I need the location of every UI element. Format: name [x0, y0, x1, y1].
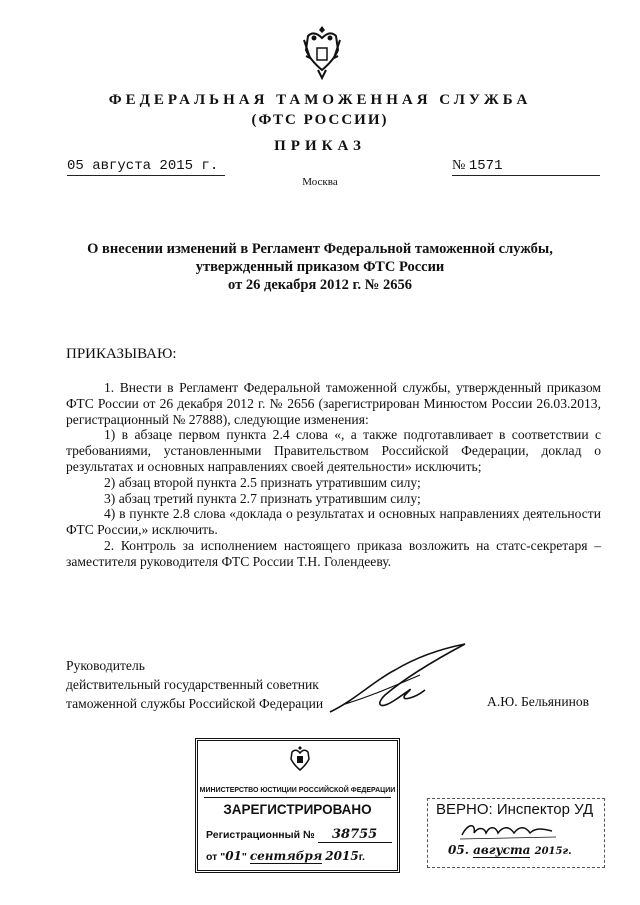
- certification-date-suffix: г.: [562, 846, 572, 857]
- stamp-reg-label: Регистрационный №: [206, 829, 315, 841]
- organization-name: ФЕДЕРАЛЬНАЯ ТАМОЖЕННАЯ СЛУЖБА: [108, 92, 532, 108]
- paragraph-1-1: 1) в абзаце первом пункта 2.4 слова «, а также подготавливает в соответствии с требованиями, установленными Правительством Российской Федерации, доклад о результатах и основных направлениях своей деятельности» исключить;: [66, 427, 601, 474]
- command-word: ПРИКАЗЫВАЮ:: [66, 346, 177, 362]
- inspector-signature: [458, 819, 558, 841]
- paragraph-1: 1. Внести в Регламент Федеральной таможенной службы, утвержденный приказом ФТС России от 26 декабря 2012 г. № 2656 (зарегистрирован Минюстом России 26.03.2013, регистрационный № 27888), следующие изменения:: [66, 380, 601, 427]
- paragraph-1-3: 3) абзац третий пункта 2.7 признать утратившим силу;: [104, 490, 421, 506]
- coat-of-arms-icon: [300, 22, 344, 84]
- stamp-ministry: МИНИСТЕРСТВО ЮСТИЦИИ РОССИЙСКОЙ ФЕДЕРАЦИИ: [199, 787, 396, 794]
- title-line-2: утвержденный приказом ФТС России: [195, 259, 445, 275]
- certification-date: 05. августа 2015г.: [448, 843, 572, 857]
- stamp-reg-number: 38755: [318, 827, 392, 843]
- certification-text: ВЕРНО: Инспектор УД: [436, 801, 594, 818]
- certification-date-day: 05: [448, 843, 465, 857]
- order-date: 05 августа 2015 г.: [67, 158, 225, 176]
- signatory-line-2: действительный государственный советник: [66, 677, 319, 692]
- stamp-date-prefix: от ": [206, 851, 226, 863]
- signatory-name: А.Ю. Бельянинов: [487, 694, 590, 709]
- document-title: [0, 240, 640, 294]
- title-line-3: от 26 декабря 2012 г. № 2656: [228, 277, 412, 293]
- title-line-1: О внесении изменений в Регламент Федеральной таможенной службы,: [87, 241, 553, 257]
- signatory-position: [66, 656, 323, 713]
- number-sign: №: [452, 158, 466, 173]
- stamp-emblem-icon: [288, 745, 312, 775]
- certification-date-month: августа: [473, 843, 531, 857]
- stamp-date-suffix: г.: [358, 851, 365, 863]
- stamp-date-year: 2015: [325, 849, 359, 863]
- certification-date-year: 2015: [534, 846, 563, 857]
- document-type: ПРИКАЗ: [274, 138, 366, 154]
- stamp-date-day: 01: [225, 849, 242, 863]
- stamp-status: ЗАРЕГИСТРИРОВАНО: [223, 802, 372, 817]
- paragraph-1-2: 2) абзац второй пункта 2.5 признать утратившим силу;: [104, 474, 421, 490]
- signatory-line-3: таможенной службы Российской Федерации: [66, 696, 324, 711]
- paragraph-2: 2. Контроль за исполнением настоящего приказа возложить на статс-секретаря – заместителя руководителя ФТС России Т.Н. Голендееву.: [66, 537, 601, 569]
- city: Москва: [302, 176, 338, 188]
- order-number: 1571: [468, 158, 503, 174]
- organization-abbreviation: (ФТС РОССИИ): [251, 112, 389, 128]
- stamp-date-row: от "01" сентября 2015г.: [206, 849, 365, 863]
- order-number-field: [452, 158, 600, 176]
- stamp-divider: [204, 797, 391, 798]
- registration-stamp: [195, 738, 400, 873]
- signatory-line-1: Руководитель: [66, 658, 145, 673]
- certification-stamp: [427, 798, 605, 868]
- order-body: [66, 380, 601, 570]
- paragraph-1-4: 4) в пункте 2.8 слова «доклада о результатах и основных направлениях деятельности ФТС России,» исключить.: [66, 506, 601, 538]
- handwritten-signature: [325, 640, 475, 720]
- stamp-date-month: сентября: [249, 849, 323, 863]
- stamp-reg-number-row: [206, 827, 392, 843]
